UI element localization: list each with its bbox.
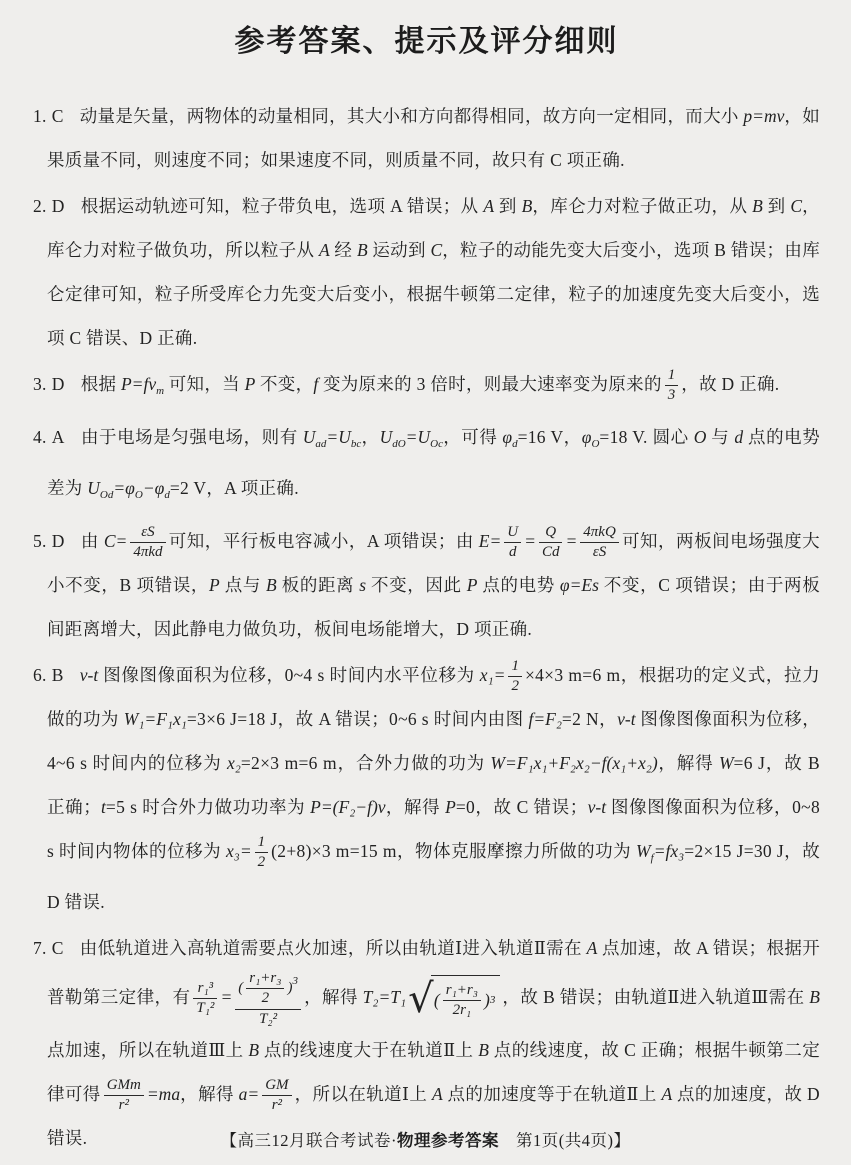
math-text: φ <box>502 427 513 447</box>
math-text: = <box>524 531 536 551</box>
body-text: 到 <box>494 196 522 216</box>
math-text: P=fv <box>120 374 157 394</box>
page-title: 参考答案、提示及评分细则 <box>234 25 619 58</box>
fraction-numerator <box>508 658 522 677</box>
body-text: 由低轨道进入高轨道需要点火加速，所以由轨道Ⅰ进入轨道Ⅱ需在 <box>79 938 587 958</box>
math-text: A <box>661 1083 673 1104</box>
fraction-denominator <box>504 543 521 561</box>
item-number: 5. <box>33 531 47 551</box>
item-number: 3. <box>33 374 47 394</box>
math-subscript: dO <box>392 438 406 450</box>
body-text: (2+8)×3 m=15 m，物体克服摩擦力所做的功为 <box>271 841 637 861</box>
math-fraction <box>504 524 521 562</box>
math-text: =ma <box>146 1083 181 1104</box>
body-text: 点的线速度，故 C 正确；根据牛顿第二定律可得 <box>47 1039 821 1104</box>
math-subscript: Od <box>99 489 114 501</box>
footer-page-number: 第1页(共4页)】 <box>499 1131 631 1150</box>
item-answer-letter: D <box>51 531 65 551</box>
fraction-denominator <box>104 1096 144 1114</box>
math-text: εS <box>141 524 155 541</box>
math-fraction <box>130 524 165 562</box>
answer-item <box>33 415 820 517</box>
math-fraction <box>262 1077 291 1115</box>
math-text: εS <box>592 544 607 561</box>
body-text: 动量是矢量，两物体的动量相同，其大小和方向都得相同，故方向一定相同，而大小 <box>79 106 744 126</box>
math-text: x₁= <box>479 665 506 685</box>
math-text: T₂=T₁ <box>362 986 407 1007</box>
body-text: 由 <box>80 531 104 551</box>
body-text: 图像图像面积为位移，0~4 s 时间内水平位移为 <box>98 665 480 685</box>
item-answer-letter: B <box>51 665 64 685</box>
body-text: 点与 <box>219 575 266 595</box>
sqrt-radicand <box>431 975 500 1022</box>
footer-exam-name: 【高三12月联合考试卷· <box>220 1131 397 1150</box>
item-number: 1. <box>33 106 47 126</box>
body-text: 根据运动轨迹可知，粒子带负电，选项 A 错误；从 <box>80 196 484 216</box>
body-text: 经 <box>329 240 357 260</box>
math-sqrt <box>408 975 500 1022</box>
fraction-numerator <box>262 1077 291 1096</box>
math-fraction <box>193 980 217 1018</box>
body-text: ，解得 <box>303 986 363 1007</box>
math-text: d <box>734 427 744 447</box>
body-text: 点加速，所以在轨道Ⅲ上 <box>47 1039 249 1060</box>
fraction-denominator <box>246 989 284 1007</box>
math-text: v-t <box>587 797 607 817</box>
item-number: 7. <box>33 938 47 958</box>
body-text: =0，故 C 错误； <box>455 797 588 817</box>
body-text: 变为原来的 3 倍时，则最大速率变为原来的 <box>318 374 662 394</box>
math-fraction <box>246 970 284 1008</box>
item-number: 4. <box>33 427 47 447</box>
body-text: 点加速，故 A 错误；根据开普勒第三定律，有 <box>47 938 821 1007</box>
math-text: P <box>445 797 456 817</box>
math-text: 1 <box>667 367 676 384</box>
math-text: =U <box>326 427 351 447</box>
item-answer-letter: A <box>51 427 65 447</box>
math-text: Cd <box>541 544 560 561</box>
body-text: 到 <box>762 196 791 216</box>
body-text: ，故 B 错误；由轨道Ⅱ进入轨道Ⅲ需在 <box>502 986 810 1007</box>
math-text: U <box>87 478 100 498</box>
math-text: B <box>248 1039 260 1060</box>
math-text: A <box>586 938 598 958</box>
math-text: 1 <box>511 658 519 675</box>
body-text: ，所以在轨道Ⅰ上 <box>294 1083 433 1104</box>
item-answer-letter: C <box>51 938 64 958</box>
math-text: v-t <box>79 665 99 685</box>
body-text: 点的电势 <box>477 575 560 595</box>
fraction-denominator <box>255 853 269 871</box>
body-text: ，解得 <box>180 1083 239 1104</box>
math-text: P <box>244 374 256 394</box>
fraction-numerator <box>539 524 563 543</box>
math-subscript: ad <box>315 438 327 450</box>
math-text: U <box>302 427 316 447</box>
math-fraction <box>508 658 522 696</box>
answer-item <box>33 362 820 413</box>
math-text: A <box>432 1083 443 1104</box>
fraction-numerator <box>443 982 481 1001</box>
answer-item <box>33 94 820 182</box>
math-text: t <box>101 797 106 817</box>
answer-item <box>33 519 820 651</box>
math-text: =fx₃ <box>653 841 685 861</box>
math-text: W₁=F₁x₁ <box>123 709 187 729</box>
body-text: ，库仑力对粒子做正功，从 <box>532 196 753 216</box>
math-text: C <box>790 196 803 216</box>
fraction-numerator <box>504 524 521 543</box>
math-text: = <box>565 531 578 551</box>
body-text: ，库仑力对粒子做负功，所以粒子从 <box>47 196 820 260</box>
math-text: f <box>313 374 319 394</box>
fraction-denominator <box>580 543 619 561</box>
math-text: s <box>359 575 367 595</box>
fraction-denominator <box>443 1001 481 1019</box>
math-text: = <box>220 986 233 1007</box>
math-text: x₂ <box>226 753 241 773</box>
body-text: ，可得 <box>442 427 503 447</box>
math-superscript: 3 <box>489 994 496 1007</box>
math-text: ) <box>483 990 490 1011</box>
body-text: =2 V，A 项正确. <box>169 478 299 498</box>
math-text: −φ <box>142 478 165 498</box>
body-text: =2×15 J=30 J，故 D 错误. <box>47 841 820 912</box>
body-text: =18 V. 圆心 <box>599 427 694 447</box>
page-footer <box>0 1127 851 1151</box>
math-text: B <box>809 986 820 1007</box>
math-text: r₁+r₃ <box>445 981 478 998</box>
math-text: A <box>483 196 495 216</box>
answer-items <box>33 94 820 1160</box>
body-text: 板的距离 <box>276 575 360 595</box>
math-fraction <box>104 1077 144 1115</box>
footer-subject: 物理参考答案 <box>397 1131 499 1150</box>
math-subscript: d <box>512 438 518 450</box>
body-text: 根据 <box>80 374 121 394</box>
math-text: B <box>356 240 368 260</box>
answer-item <box>33 653 820 924</box>
fraction-denominator <box>262 1096 291 1114</box>
body-text: =2×3 m=6 m，合外力做的功为 <box>240 753 491 773</box>
math-text: C= <box>103 531 128 551</box>
math-text: 3 <box>667 387 676 404</box>
math-text: B <box>478 1039 489 1060</box>
fraction-numerator <box>130 524 165 543</box>
math-text: x₃= <box>226 841 252 861</box>
math-text: W=F₁x₁+F₂x₂−f(x₁+x₂) <box>490 753 658 773</box>
body-text: 点的加速度，故 D 错误. <box>47 1083 820 1148</box>
math-text: B <box>521 196 533 216</box>
math-text: O <box>693 427 707 447</box>
body-text: ×4×3 m=6 m，根据功的定义式，拉力做的功为 <box>47 665 820 729</box>
fraction-numerator <box>235 970 301 1010</box>
math-text: GMm <box>106 1076 141 1093</box>
math-subscript: O <box>591 438 600 450</box>
math-text: v-t <box>617 709 636 729</box>
math-text: E= <box>478 531 502 551</box>
fraction-numerator <box>246 970 284 989</box>
fraction-numerator <box>193 980 217 999</box>
math-text: d <box>508 544 517 561</box>
math-subscript: bc <box>350 438 362 450</box>
math-text: =φ <box>113 478 135 498</box>
math-text: p=mv <box>743 106 785 126</box>
math-text: A <box>319 240 330 260</box>
radical-icon: √ <box>408 975 434 1022</box>
math-text: ( <box>238 980 244 997</box>
math-text: P=(F₂−f)v <box>310 797 386 817</box>
math-text: 2r₁ <box>452 1001 472 1018</box>
answer-item <box>33 184 820 360</box>
body-text: 运动到 <box>367 240 431 260</box>
math-fraction <box>255 834 269 872</box>
body-text: 可知，平行板电容减小，A 项错误；由 <box>168 531 479 551</box>
body-text: ，如果质量不同，则速度不同；如果速度不同，则质量不同，故只有 C 项正确. <box>47 106 820 170</box>
body-text: 可知，两板间电场强度大小不变，B 项错误， <box>47 531 820 595</box>
fraction-numerator <box>104 1077 144 1096</box>
math-fraction <box>580 524 619 562</box>
math-text: r² <box>271 1097 283 1114</box>
body-text: =2 N， <box>561 709 618 729</box>
math-text: 2 <box>257 854 266 871</box>
math-subscript: m <box>156 385 165 397</box>
item-number: 6. <box>33 665 47 685</box>
math-text: Q <box>545 524 557 541</box>
body-text: =3×6 J=18 J，故 A 错误；0~6 s 时间内由图 <box>186 709 529 729</box>
math-text: f=F₂ <box>528 709 562 729</box>
math-text: ( <box>433 990 440 1011</box>
math-fraction <box>235 970 301 1028</box>
math-subscript: f <box>650 852 654 864</box>
item-answer-letter: D <box>51 196 65 216</box>
body-text: 点的加速度等于在轨道Ⅱ上 <box>442 1083 662 1104</box>
fraction-denominator <box>539 543 563 561</box>
math-superscript: 3 <box>292 975 298 988</box>
body-text: ， <box>361 427 380 447</box>
body-text: =5 s 时合外力做功功率为 <box>105 797 311 817</box>
math-text: 1 <box>257 834 266 851</box>
fraction-denominator <box>235 1010 301 1028</box>
math-text: 4πkd <box>133 544 163 561</box>
math-text: U <box>379 427 393 447</box>
math-text: =U <box>405 427 431 447</box>
math-fraction <box>665 367 679 405</box>
body-text: ，解得 <box>657 753 719 773</box>
math-text: r₁+r₃ <box>249 970 282 986</box>
math-text: ) <box>287 980 293 997</box>
body-text: 不变， <box>255 374 314 394</box>
math-fraction <box>443 982 481 1020</box>
fraction-numerator <box>255 834 269 853</box>
math-text: T₁² <box>196 1000 215 1017</box>
answer-item <box>33 926 820 1160</box>
math-text: 4πkQ <box>583 524 616 541</box>
body-text: =16 V， <box>517 427 582 447</box>
math-text: T₂² <box>259 1010 278 1027</box>
body-text: 由于电场是匀强电场，则有 <box>80 427 303 447</box>
item-answer-letter: C <box>51 106 64 126</box>
body-text: 不变，因此 <box>366 575 467 595</box>
math-text: P <box>466 575 478 595</box>
fraction-denominator <box>130 543 165 561</box>
fraction-denominator <box>665 386 679 404</box>
math-text: 2 <box>511 678 519 695</box>
body-text: =6 J，故 B 正确； <box>47 753 820 817</box>
math-text: W <box>718 753 734 773</box>
math-text: GM <box>265 1076 289 1093</box>
body-text: 图像图像面积为位移，4~6 s 时间内的位移为 <box>47 709 820 773</box>
body-text: 点的线速度大于在轨道Ⅱ上 <box>259 1039 479 1060</box>
math-text: r₁³ <box>197 980 214 997</box>
math-text: φ=Es <box>559 575 599 595</box>
math-subscript: d <box>164 489 170 501</box>
body-text: ，粒子的动能先变大后变小，选项 B 错误；由库仑定律可知，粒子所受库仑力先变大后变小，根据牛顿第二定律，粒子的加速度先变大后变小，选项 C 错误、D 正确. <box>47 240 820 348</box>
body-text: 与 <box>706 427 735 447</box>
body-text: ，解得 <box>385 797 446 817</box>
math-text: φ <box>581 427 592 447</box>
item-answer-letter: D <box>51 374 65 394</box>
math-text: P <box>209 575 220 595</box>
math-text: W <box>636 841 651 861</box>
fraction-numerator <box>665 367 679 386</box>
math-text: a= <box>238 1083 260 1104</box>
math-text: r² <box>118 1097 129 1114</box>
math-text: U <box>507 524 519 541</box>
fraction-denominator <box>508 677 522 695</box>
math-text: B <box>265 575 277 595</box>
math-subscript: O <box>134 489 143 501</box>
body-text: 点的电势差为 <box>47 427 821 498</box>
body-text: 可知，当 <box>164 374 245 394</box>
item-number: 2. <box>33 196 47 216</box>
fraction-numerator <box>580 524 619 543</box>
math-text: B <box>752 196 763 216</box>
math-text: 2 <box>261 990 270 1007</box>
math-subscript: Oc <box>430 438 443 450</box>
math-fraction <box>539 524 563 562</box>
body-text: ，故 D 正确. <box>681 374 780 394</box>
body-text: 图像图像面积为位移，0~8 s 时间内物体的位移为 <box>47 797 821 861</box>
math-text: C <box>430 240 443 260</box>
fraction-denominator <box>193 999 217 1017</box>
body-text: 不变，C 项错误；由于两板间距离增大，因此静电力做负功，板间电场能增大，D 项正确. <box>47 575 820 639</box>
